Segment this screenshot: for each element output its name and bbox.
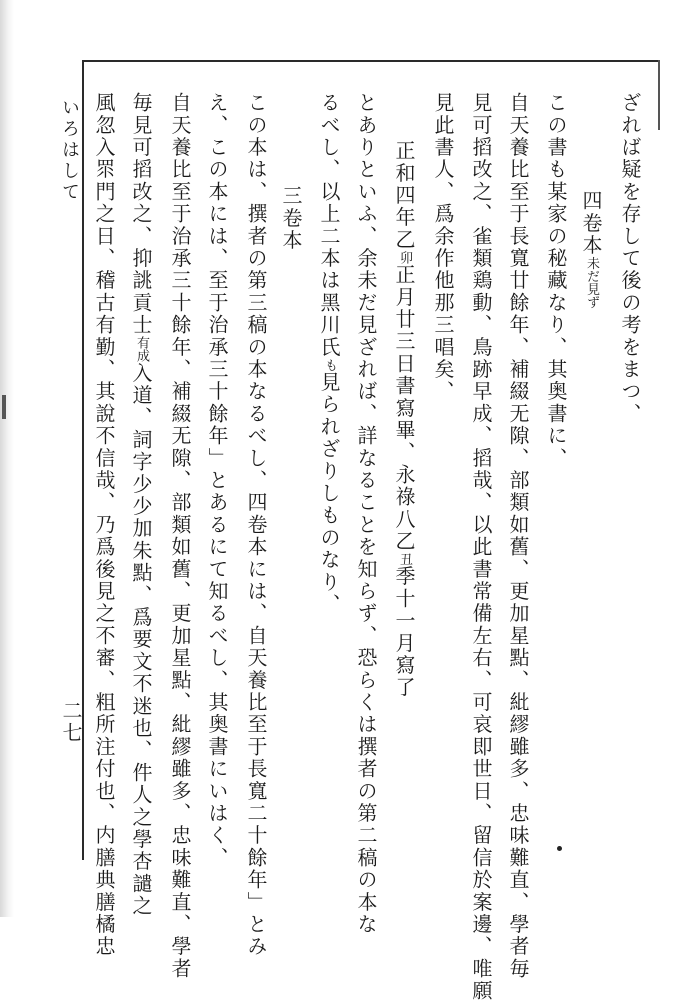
line-text: 正月廿三日書寫畢、永祿八乙 — [392, 264, 416, 553]
scan-shadow — [0, 0, 14, 917]
text-line-12 — [206, 92, 228, 869]
text-line-14 — [130, 92, 152, 917]
annotation-text: 未だ見ず — [584, 256, 599, 309]
text-line-3 — [545, 92, 567, 469]
running-title: いろはして — [59, 98, 80, 203]
line-text: ざれば疑を存して後の考をまつ、 — [618, 92, 642, 425]
text-line-7 — [393, 140, 415, 699]
line-text: 四卷本 — [579, 190, 603, 257]
ink-dot — [557, 846, 562, 851]
text-line-9 — [318, 92, 340, 616]
line-text: 自天養比至于治承三十餘年、補綴无隙、部類如舊、更加星點、紕繆雖多、忠味難直、學者 — [168, 92, 192, 980]
text-line-11 — [245, 92, 267, 958]
page-frame-right — [658, 60, 660, 130]
line-text: 自天養比至于長寬廿餘年、補綴无隙、部類如舊、更加星點、紕繆雖多、忠味難直、學者毎 — [506, 92, 530, 980]
line-text: 三卷本 — [279, 185, 303, 252]
line-text: 季十一月寫了 — [392, 565, 416, 699]
text-line-6 — [432, 92, 454, 403]
annotation-text: 有成 — [134, 336, 149, 363]
text-line-8 — [355, 92, 377, 936]
page-frame-top — [82, 60, 660, 62]
line-text: え、この本には、至于治承三十餘年」とあるにて知るべし、其奥書にいはく、 — [205, 92, 229, 869]
line-text: 入道、詞字少少加朱點、爲要文不迷也、件人之學杏譴之 — [129, 362, 153, 918]
line-text: この書も某家の秘藏なり、其奥書に、 — [544, 92, 568, 470]
text-line-5 — [470, 92, 492, 1002]
text-line-13 — [169, 92, 191, 980]
annotation-text: 卯 — [397, 251, 412, 264]
line-text: 見可搯改之、雀類鶏動、鳥跡早成、搯哉、以此書常備左右、可哀即世日、留信於案邊、唯願 — [469, 92, 493, 1002]
line-text: 正和四年乙 — [392, 140, 416, 251]
line-text: とありといふ、余未だ見ざれば、詳なることを知らず、恐らくは撰者の第二稿の本な — [354, 92, 378, 936]
line-text: 見られざりしものなり、 — [317, 371, 341, 616]
line-text: 風忽入眔門之日、稽古有勤、其說不信哉、乃爲後見之不審、粗所注付也、内膳典膳橘忠 — [92, 92, 116, 958]
line-text: 見此書人、爲余作他那三唱矣、 — [431, 92, 455, 403]
text-line-4 — [507, 92, 529, 980]
line-text: 毎見可搯改之、抑誂貢士 — [129, 92, 153, 337]
line-text: るべし、以上二本は黑川氏 — [317, 92, 341, 359]
binding-mark — [2, 395, 6, 419]
text-line-1 — [619, 92, 641, 425]
annotation-text: も — [322, 358, 337, 372]
text-line-15 — [93, 92, 115, 958]
text-line-2 — [580, 190, 602, 309]
line-text: この本は、撰者の第三稿の本なるべし、四卷本には、自天養比至于長寬二十餘年」とみ — [244, 92, 268, 958]
text-line-10 — [280, 185, 302, 252]
annotation-text: 丑 — [397, 552, 412, 566]
page-number: 二七 — [59, 700, 83, 744]
